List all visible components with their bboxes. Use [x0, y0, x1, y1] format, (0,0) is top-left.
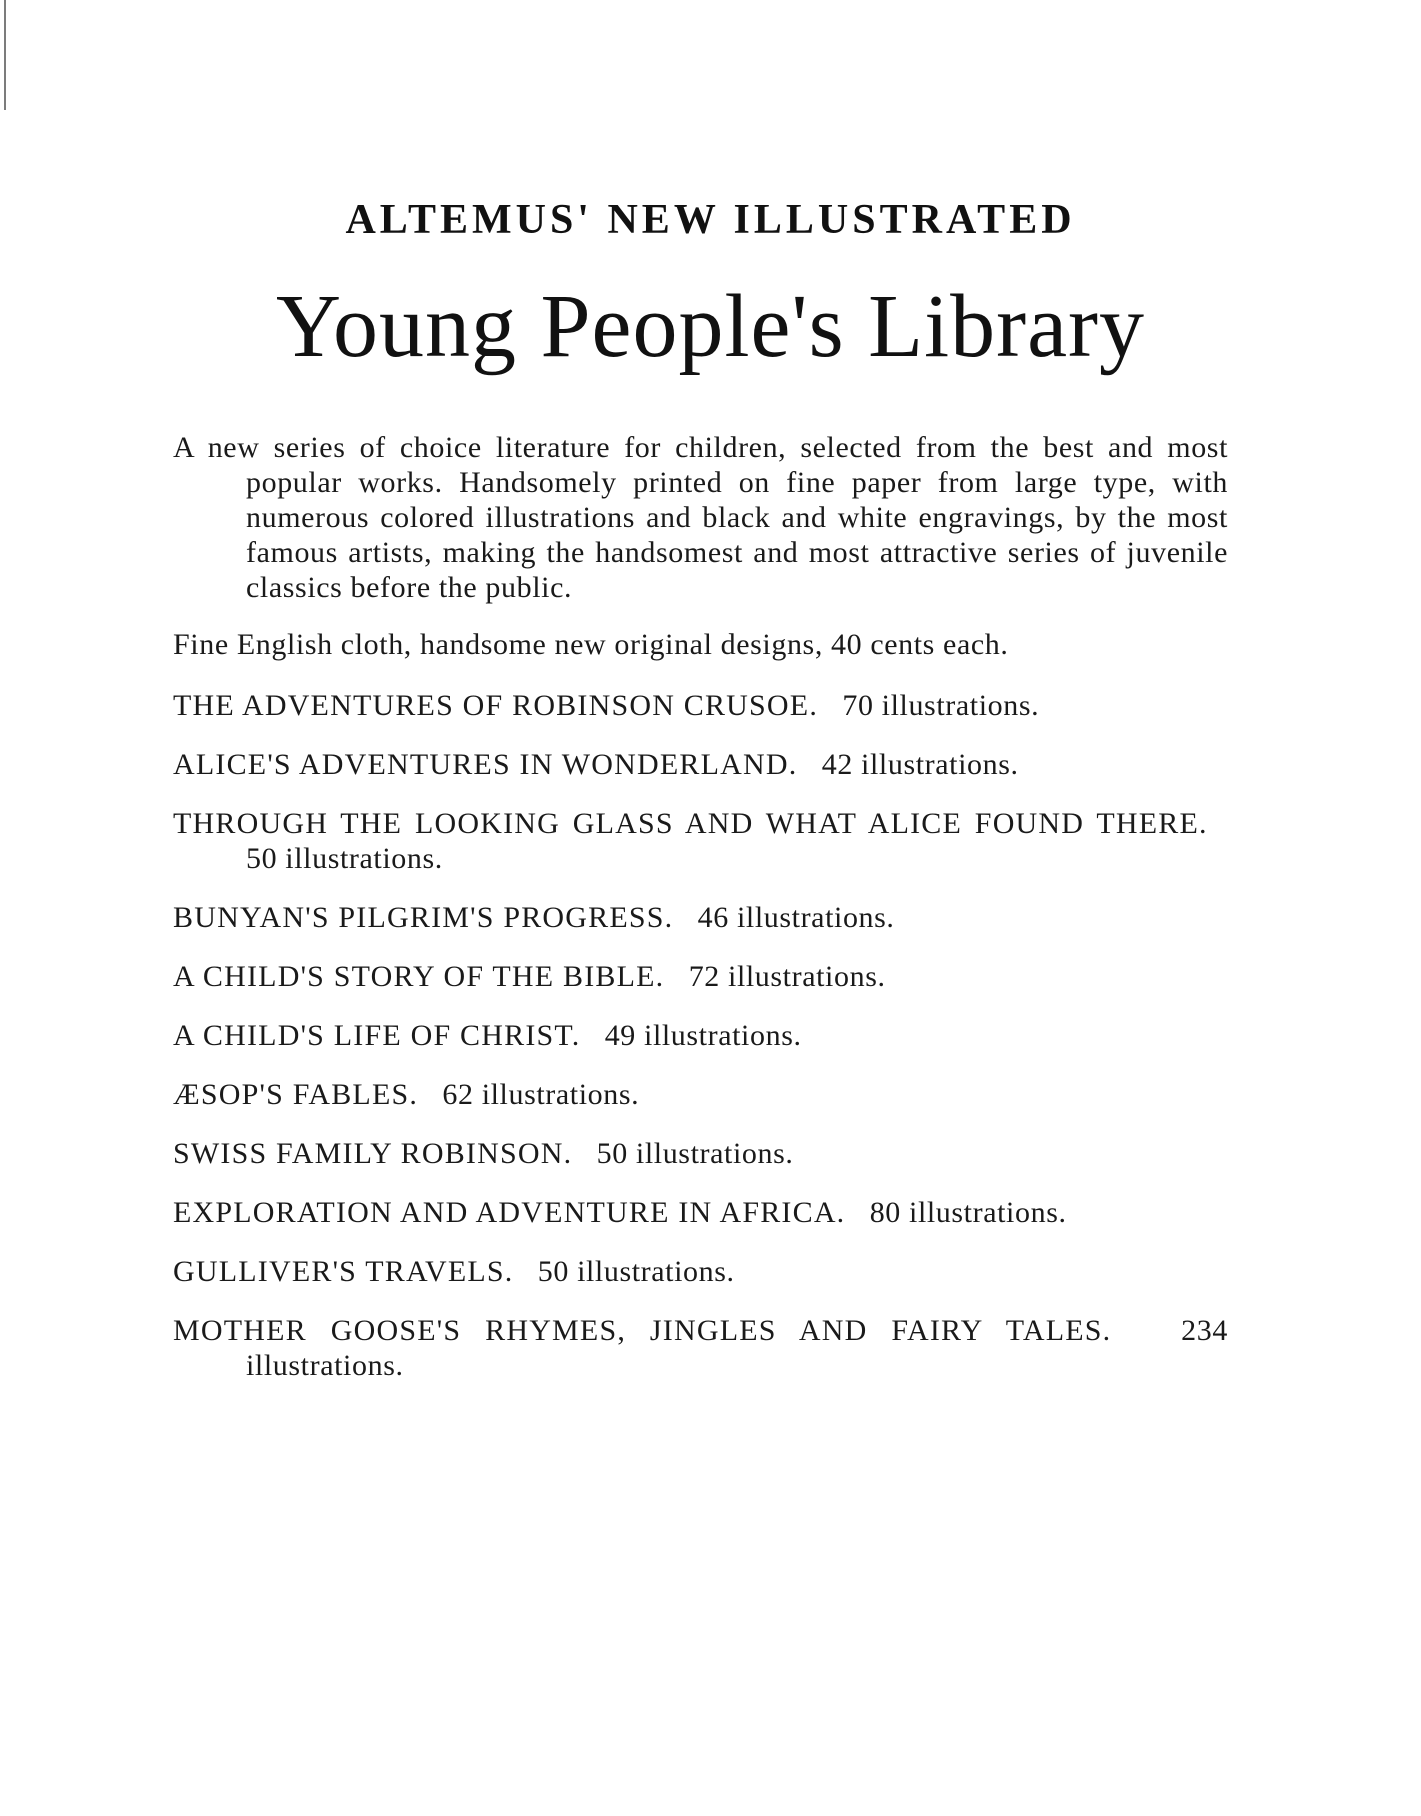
book-illustrations: 62 illustrations.: [442, 1078, 640, 1111]
book-entry: [173, 747, 1228, 782]
catalog-content: [173, 430, 1228, 1407]
book-entry: [173, 959, 1228, 994]
book-entry: [173, 1313, 1228, 1383]
book-title: SWISS FAMILY ROBINSON.: [173, 1137, 573, 1170]
book-title: A CHILD'S STORY OF THE BIBLE.: [173, 960, 665, 993]
book-entry: [173, 1254, 1228, 1289]
book-illustrations: 50 illustrations.: [596, 1137, 794, 1170]
margin-scan-mark: [4, 0, 8, 110]
book-illustrations: 46 illustrations.: [697, 901, 895, 934]
book-entry: [173, 900, 1228, 935]
book-title: GULLIVER'S TRAVELS.: [173, 1255, 514, 1288]
book-entry: [173, 688, 1228, 723]
price-line: Fine English cloth, handsome new original designs, 40 cents each.: [173, 628, 1009, 661]
book-illustrations: 70 illustrations.: [842, 689, 1040, 722]
book-entry: [173, 806, 1228, 876]
book-illustrations: 50 illustrations.: [537, 1255, 735, 1288]
book-illustrations: 49 illustrations.: [604, 1019, 802, 1052]
book-entry: [173, 1136, 1228, 1171]
book-title: A CHILD'S LIFE OF CHRIST.: [173, 1019, 581, 1052]
book-list: [173, 688, 1228, 1383]
book-entry: [173, 1077, 1228, 1112]
intro-paragraph: A new series of choice literature for children, selected from the best and most popular works. Handsomely printed on fine paper from large type, with numerous colored illustrations and black and white engravings, by the most famous artists, making the handsomest and most attractive series of juvenile classics before the public.: [173, 431, 1228, 604]
book-title: THROUGH THE LOOKING GLASS AND WHAT ALICE FOUND THERE.: [173, 807, 1208, 840]
book-entry: [173, 1195, 1228, 1230]
book-title: EXPLORATION AND ADVENTURE IN AFRICA.: [173, 1196, 846, 1229]
book-title: BUNYAN'S PILGRIM'S PROGRESS.: [173, 901, 674, 934]
book-illustrations: 234 illustrations.: [246, 1314, 1228, 1382]
book-illustrations: 80 illustrations.: [869, 1196, 1067, 1229]
book-title: ALICE'S ADVENTURES IN WONDERLAND.: [173, 748, 798, 781]
book-illustrations: 72 illustrations.: [688, 960, 886, 993]
library-title: Young People's Library: [275, 277, 1146, 376]
book-title: MOTHER GOOSE'S RHYMES, JINGLES AND FAIRY TALES.: [173, 1314, 1112, 1347]
book-entry: [173, 1018, 1228, 1053]
series-heading: ALTEMUS' NEW ILLUSTRATED: [345, 197, 1076, 243]
book-illustrations: 50 illustrations.: [246, 842, 443, 875]
book-title: ÆSOP'S FABLES.: [173, 1078, 419, 1111]
book-illustrations: 42 illustrations.: [821, 748, 1019, 781]
book-title: THE ADVENTURES OF ROBINSON CRUSOE.: [173, 689, 819, 722]
